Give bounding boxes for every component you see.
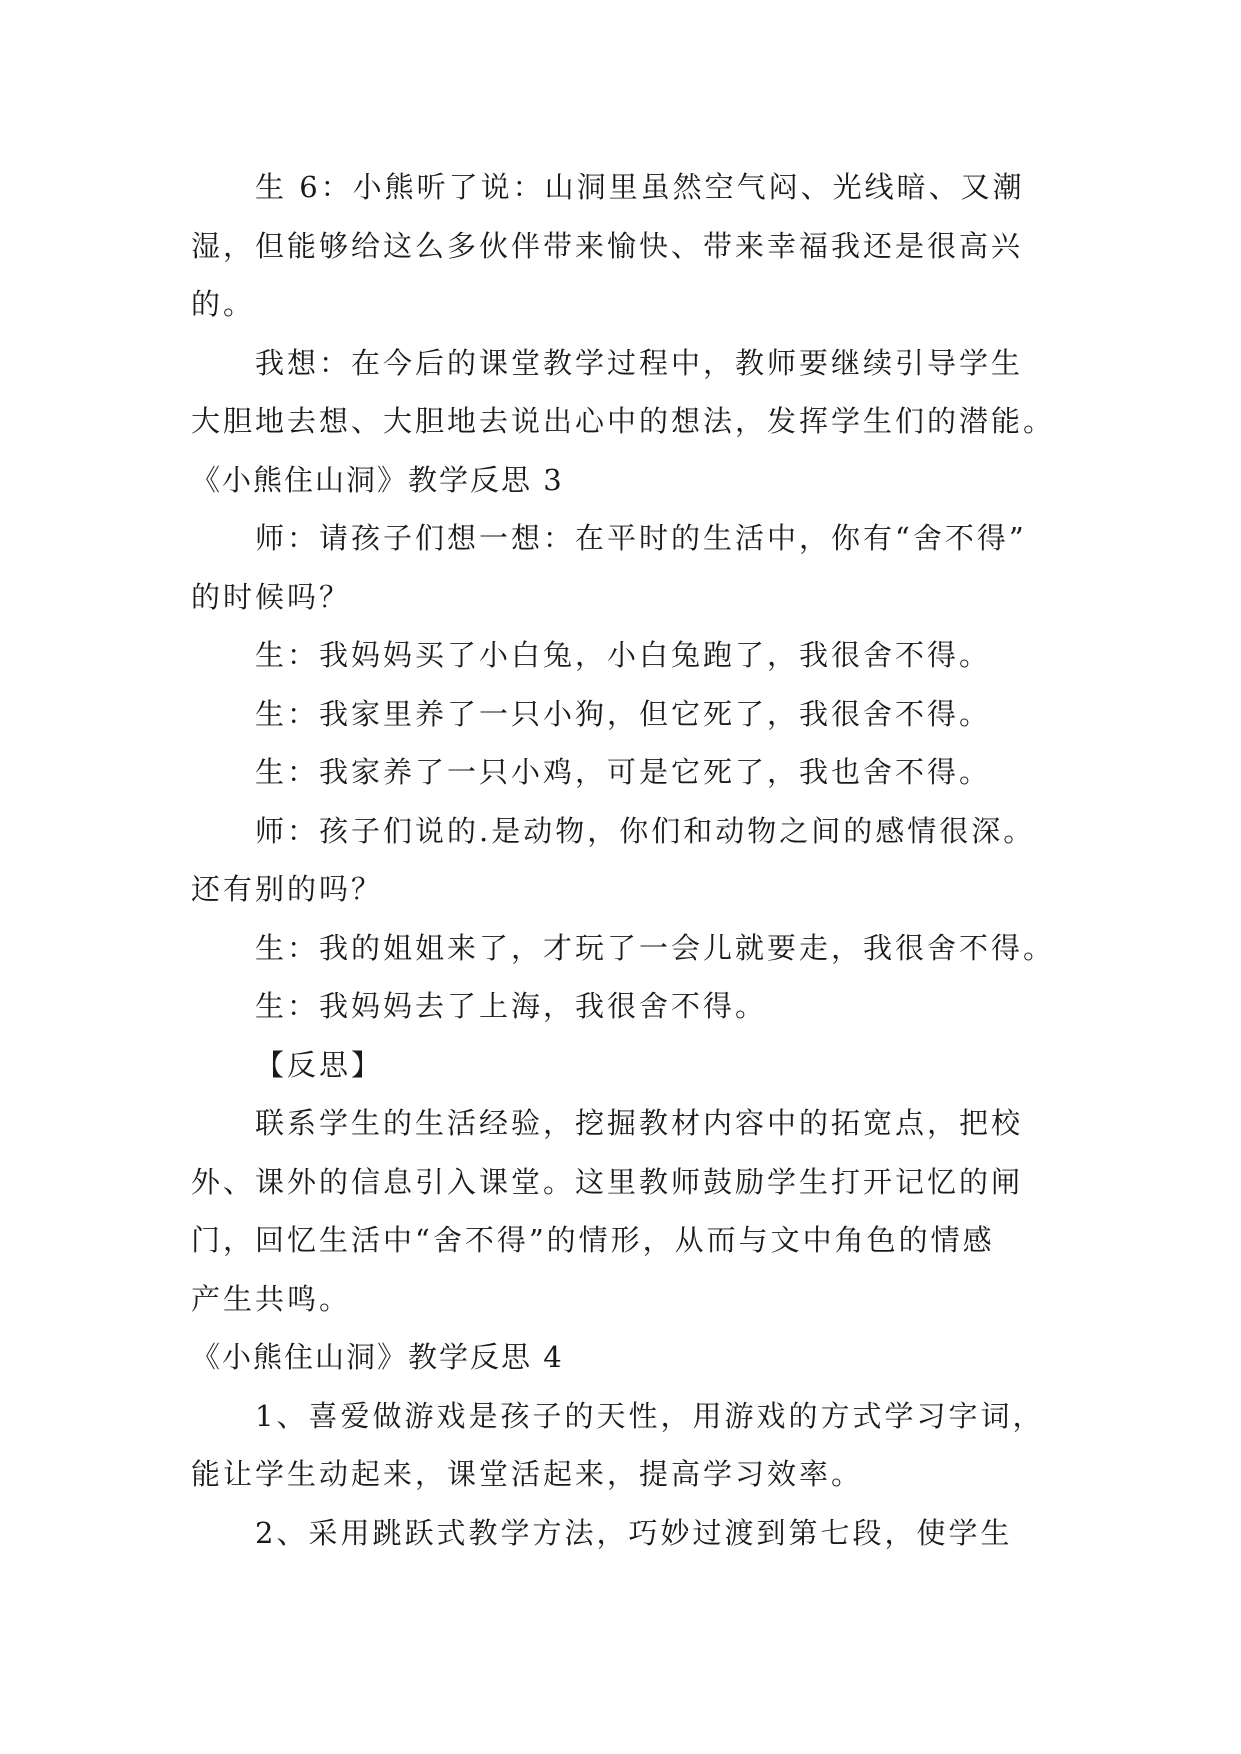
text-line: 外、课外的信息引入课堂。这里教师鼓励学生打开记忆的闸 bbox=[191, 1164, 1024, 1199]
text-line: 生：我家里养了一只小狗，但它死了，我很舍不得。 bbox=[255, 696, 992, 731]
text-line: 1、喜爱做游戏是孩子的天性，用游戏的方式学习字词， bbox=[255, 1398, 1045, 1433]
text-line: 师：请孩子们想一想：在平时的生活中，你有“舍不得” bbox=[255, 521, 1027, 555]
text-line: 产生共鸣。 bbox=[191, 1281, 352, 1316]
text-line: 生：我家养了一只小鸡，可是它死了，我也舍不得。 bbox=[255, 755, 992, 789]
text-line: 2、采用跳跃式教学方法，巧妙过渡到第七段，使学生 bbox=[255, 1515, 1013, 1550]
text-line: 还有别的吗？ bbox=[191, 872, 384, 906]
text-line: 的。 bbox=[191, 287, 256, 321]
text-line: 湿，但能够给这么多伙伴带来愉快、带来幸福我还是很高兴 bbox=[191, 228, 1024, 263]
text-line: 能让学生动起来，课堂活起来，提高学习效率。 bbox=[191, 1457, 864, 1491]
text-line: 生 6：小熊听了说：山洞里虽然空气闷、光线暗、又潮 bbox=[255, 170, 1025, 204]
text-line: 师：孩子们说的.是动物，你们和动物之间的感情很深。 bbox=[255, 813, 1036, 848]
text-line: 生：我的姐姐来了，才玩了一会儿就要走，我很舍不得。 bbox=[255, 930, 1056, 965]
text-line: 我想：在今后的课堂教学过程中，教师要继续引导学生 bbox=[255, 345, 1024, 380]
text-line: 的时候吗？ bbox=[191, 579, 352, 614]
reflection-label: 【反思】 bbox=[255, 1047, 384, 1082]
text-line: 生：我妈妈去了上海，我很舍不得。 bbox=[255, 989, 768, 1023]
section-heading: 《小熊住山洞》教学反思 4 bbox=[191, 1340, 564, 1374]
text-line: 联系学生的生活经验，挖掘教材内容中的拓宽点，把校 bbox=[255, 1106, 1024, 1140]
text-line: 门，回忆生活中“舍不得”的情形，从而与文中角色的情感 bbox=[191, 1223, 995, 1257]
document-body bbox=[191, 158, 1071, 1562]
section-heading: 《小熊住山洞》教学反思 3 bbox=[191, 462, 564, 497]
text-line: 大胆地去想、大胆地去说出心中的想法，发挥学生们的潜能。 bbox=[191, 404, 1056, 438]
text-line: 生：我妈妈买了小白兔，小白兔跑了，我很舍不得。 bbox=[255, 638, 992, 672]
